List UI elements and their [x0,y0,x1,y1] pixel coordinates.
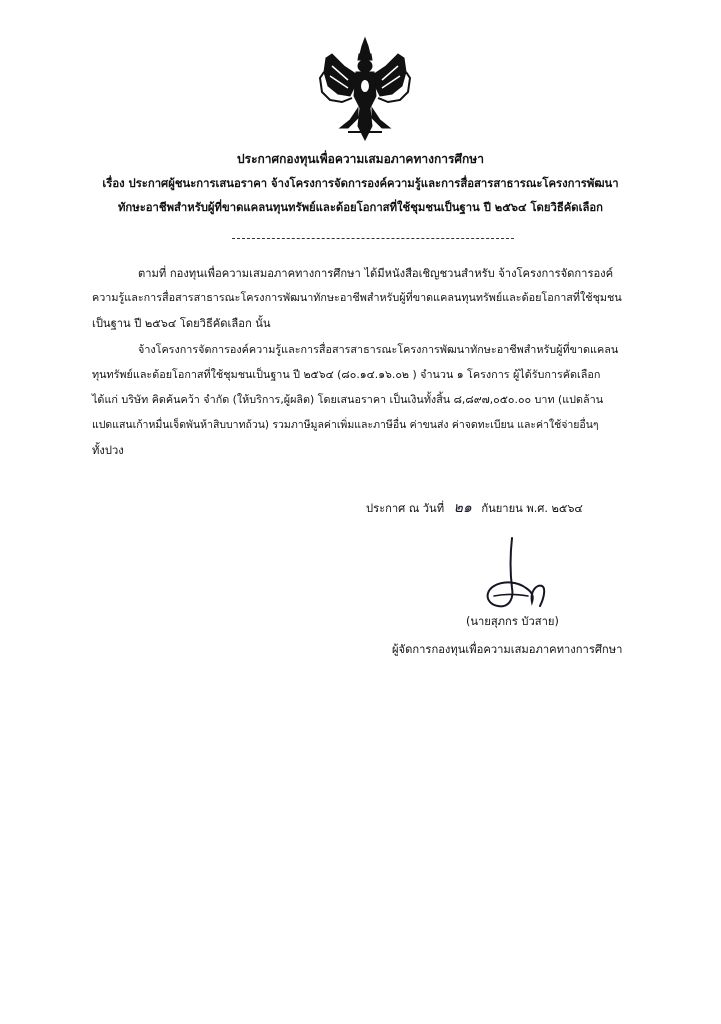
paragraph-2-line-4: แปดแสนเก้าหมื่นเจ็ดพันห้าสิบบาทถ้วน) รวมภาษีมูลค่าเพิ่มและภาษีอื่น ค่าขนส่ง ค่าจดทะเบียน และค่าใช้จ่ายอื่นๆ [92,419,599,431]
signature-image [474,536,554,614]
announcement-subject-line-2: ทักษะอาชีพสำหรับผู้ที่ขาดแคลนทุนทรัพย์และด้อยโอกาสที่ใช้ชุมชนเป็นฐาน ปี ๒๕๖๔ โดยวิธีคัดเลือก [117,201,604,214]
announcement-title: ประกาศกองทุนเพื่อความเสมอภาคทางการศึกษา [237,152,484,166]
signatory-position: ผู้จัดการกองทุนเพื่อความเสมอภาคทางการศึกษา [392,643,623,656]
date-prefix: ประกาศ ณ วันที่ [366,502,445,515]
signatory-name: (นายสุภกร บัวสาย) [466,615,559,628]
paragraph-2-line-5: ทั้งปวง [92,444,124,457]
paragraph-1-line-1: ตามที่ กองทุนเพื่อความเสมอภาคทางการศึกษา ได้มีหนังสือเชิญชวนสำหรับ จ้างโครงการจัดการองค์ [138,267,614,280]
announcement-subject-line-1: เรื่อง ประกาศผู้ชนะการเสนอราคา จ้างโครงการจัดการองค์ความรู้และการสื่อสารสาธารณะโครงการพัฒนา [102,177,619,190]
paragraph-2-line-1: จ้างโครงการจัดการองค์ความรู้และการสื่อสารสาธารณะโครงการพัฒนาทักษะอาชีพสำหรับผู้ที่ขาดแคลน [138,343,619,356]
paragraph-1-line-2: ความรู้และการสื่อสารสาธารณะโครงการพัฒนาทักษะอาชีพสำหรับผู้ที่ขาดแคลนทุนทรัพย์และด้อยโอกาสที่ใช้ชุมชน [92,291,622,304]
date-day-handwritten: ๒๑ [453,500,472,516]
paragraph-1-line-3: เป็นฐาน ปี ๒๕๖๔ โดยวิธีคัดเลือก นั้น [92,317,271,330]
divider [232,238,514,239]
garuda-emblem-icon [318,36,412,144]
paragraph-2-line-3: ได้แก่ บริษัท คิดค้นคว้า จำกัด (ให้บริการ,ผู้ผลิต) โดยเสนอราคา เป็นเงินทั้งสิ้น ๘,๘๙๗,๐๕๐.๐๐ บาท (แปดล้าน [92,393,604,406]
announcement-date [366,497,583,519]
date-suffix: กันยายน พ.ศ. ๒๕๖๔ [481,502,583,515]
paragraph-2-line-2: ทุนทรัพย์และด้อยโอกาสที่ใช้ชุมชนเป็นฐาน ปี ๒๕๖๔ (๘๐.๑๔.๑๖.๐๒ ) จำนวน ๑ โครงการ ผู้ได้รับการคัดเลือก [92,368,601,381]
